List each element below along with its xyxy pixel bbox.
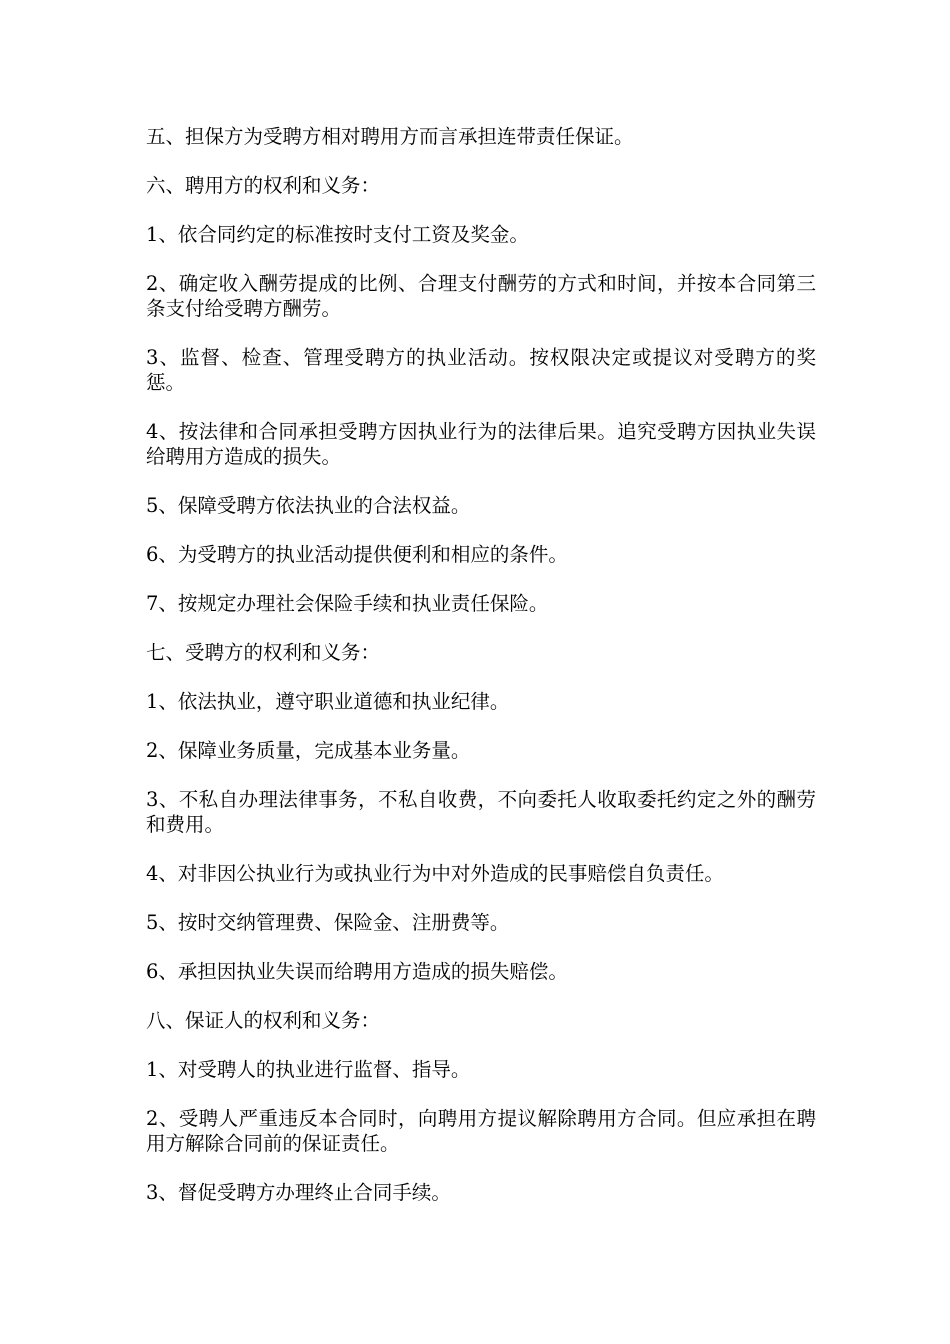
heading-employee-rights: 七、受聘方的权利和义务： xyxy=(146,641,381,664)
heading-guarantor-rights: 八、保证人的权利和义务： xyxy=(146,1009,381,1032)
paragraph-employee-item-5: 5、按时交纳管理费、保险金、注册费等。 xyxy=(146,911,510,934)
paragraph-guarantor-item-2: 2、受聘人严重违反本合同时，向聘用方提议解除聘用方合同。但应承担在聘用方解除合同前的保证责任。 xyxy=(146,1107,816,1155)
paragraph-employer-item-4: 4、按法律和合同承担受聘方因执业行为的法律后果。追究受聘方因执业失误给聘用方造成的损失。 xyxy=(146,420,816,468)
paragraph-guarantor-item-1: 1、对受聘人的执业进行监督、指导。 xyxy=(146,1058,471,1081)
paragraph-employee-item-4: 4、对非因公执业行为或执业行为中对外造成的民事赔偿自负责任。 xyxy=(146,862,724,885)
paragraph-employer-item-1: 1、依合同约定的标准按时支付工资及奖金。 xyxy=(146,223,529,246)
paragraph-employer-item-3: 3、监督、检查、管理受聘方的执业活动。按权限决定或提议对受聘方的奖惩。 xyxy=(146,346,816,394)
paragraph-guarantor-clause: 五、担保方为受聘方相对聘用方而言承担连带责任保证。 xyxy=(146,125,634,148)
paragraph-employer-item-5: 5、保障受聘方依法执业的合法权益。 xyxy=(146,494,471,517)
paragraph-employer-item-7: 7、按规定办理社会保险手续和执业责任保险。 xyxy=(146,592,549,615)
document-body xyxy=(146,124,816,1229)
paragraph-employee-item-3: 3、不私自办理法律事务，不私自收费，不向委托人收取委托约定之外的酬劳和费用。 xyxy=(146,788,816,836)
heading-employer-rights: 六、聘用方的权利和义务： xyxy=(146,174,381,197)
paragraph-employee-item-6: 6、承担因执业失误而给聘用方造成的损失赔偿。 xyxy=(146,960,568,983)
paragraph-employer-item-2: 2、确定收入酬劳提成的比例、合理支付酬劳的方式和时间，并按本合同第三条支付给受聘方酬劳。 xyxy=(146,272,816,320)
paragraph-guarantor-item-3: 3、督促受聘方办理终止合同手续。 xyxy=(146,1181,451,1204)
paragraph-employee-item-2: 2、保障业务质量，完成基本业务量。 xyxy=(146,739,471,762)
paragraph-employer-item-6: 6、为受聘方的执业活动提供便利和相应的条件。 xyxy=(146,543,568,566)
paragraph-employee-item-1: 1、依法执业，遵守职业道德和执业纪律。 xyxy=(146,690,510,713)
